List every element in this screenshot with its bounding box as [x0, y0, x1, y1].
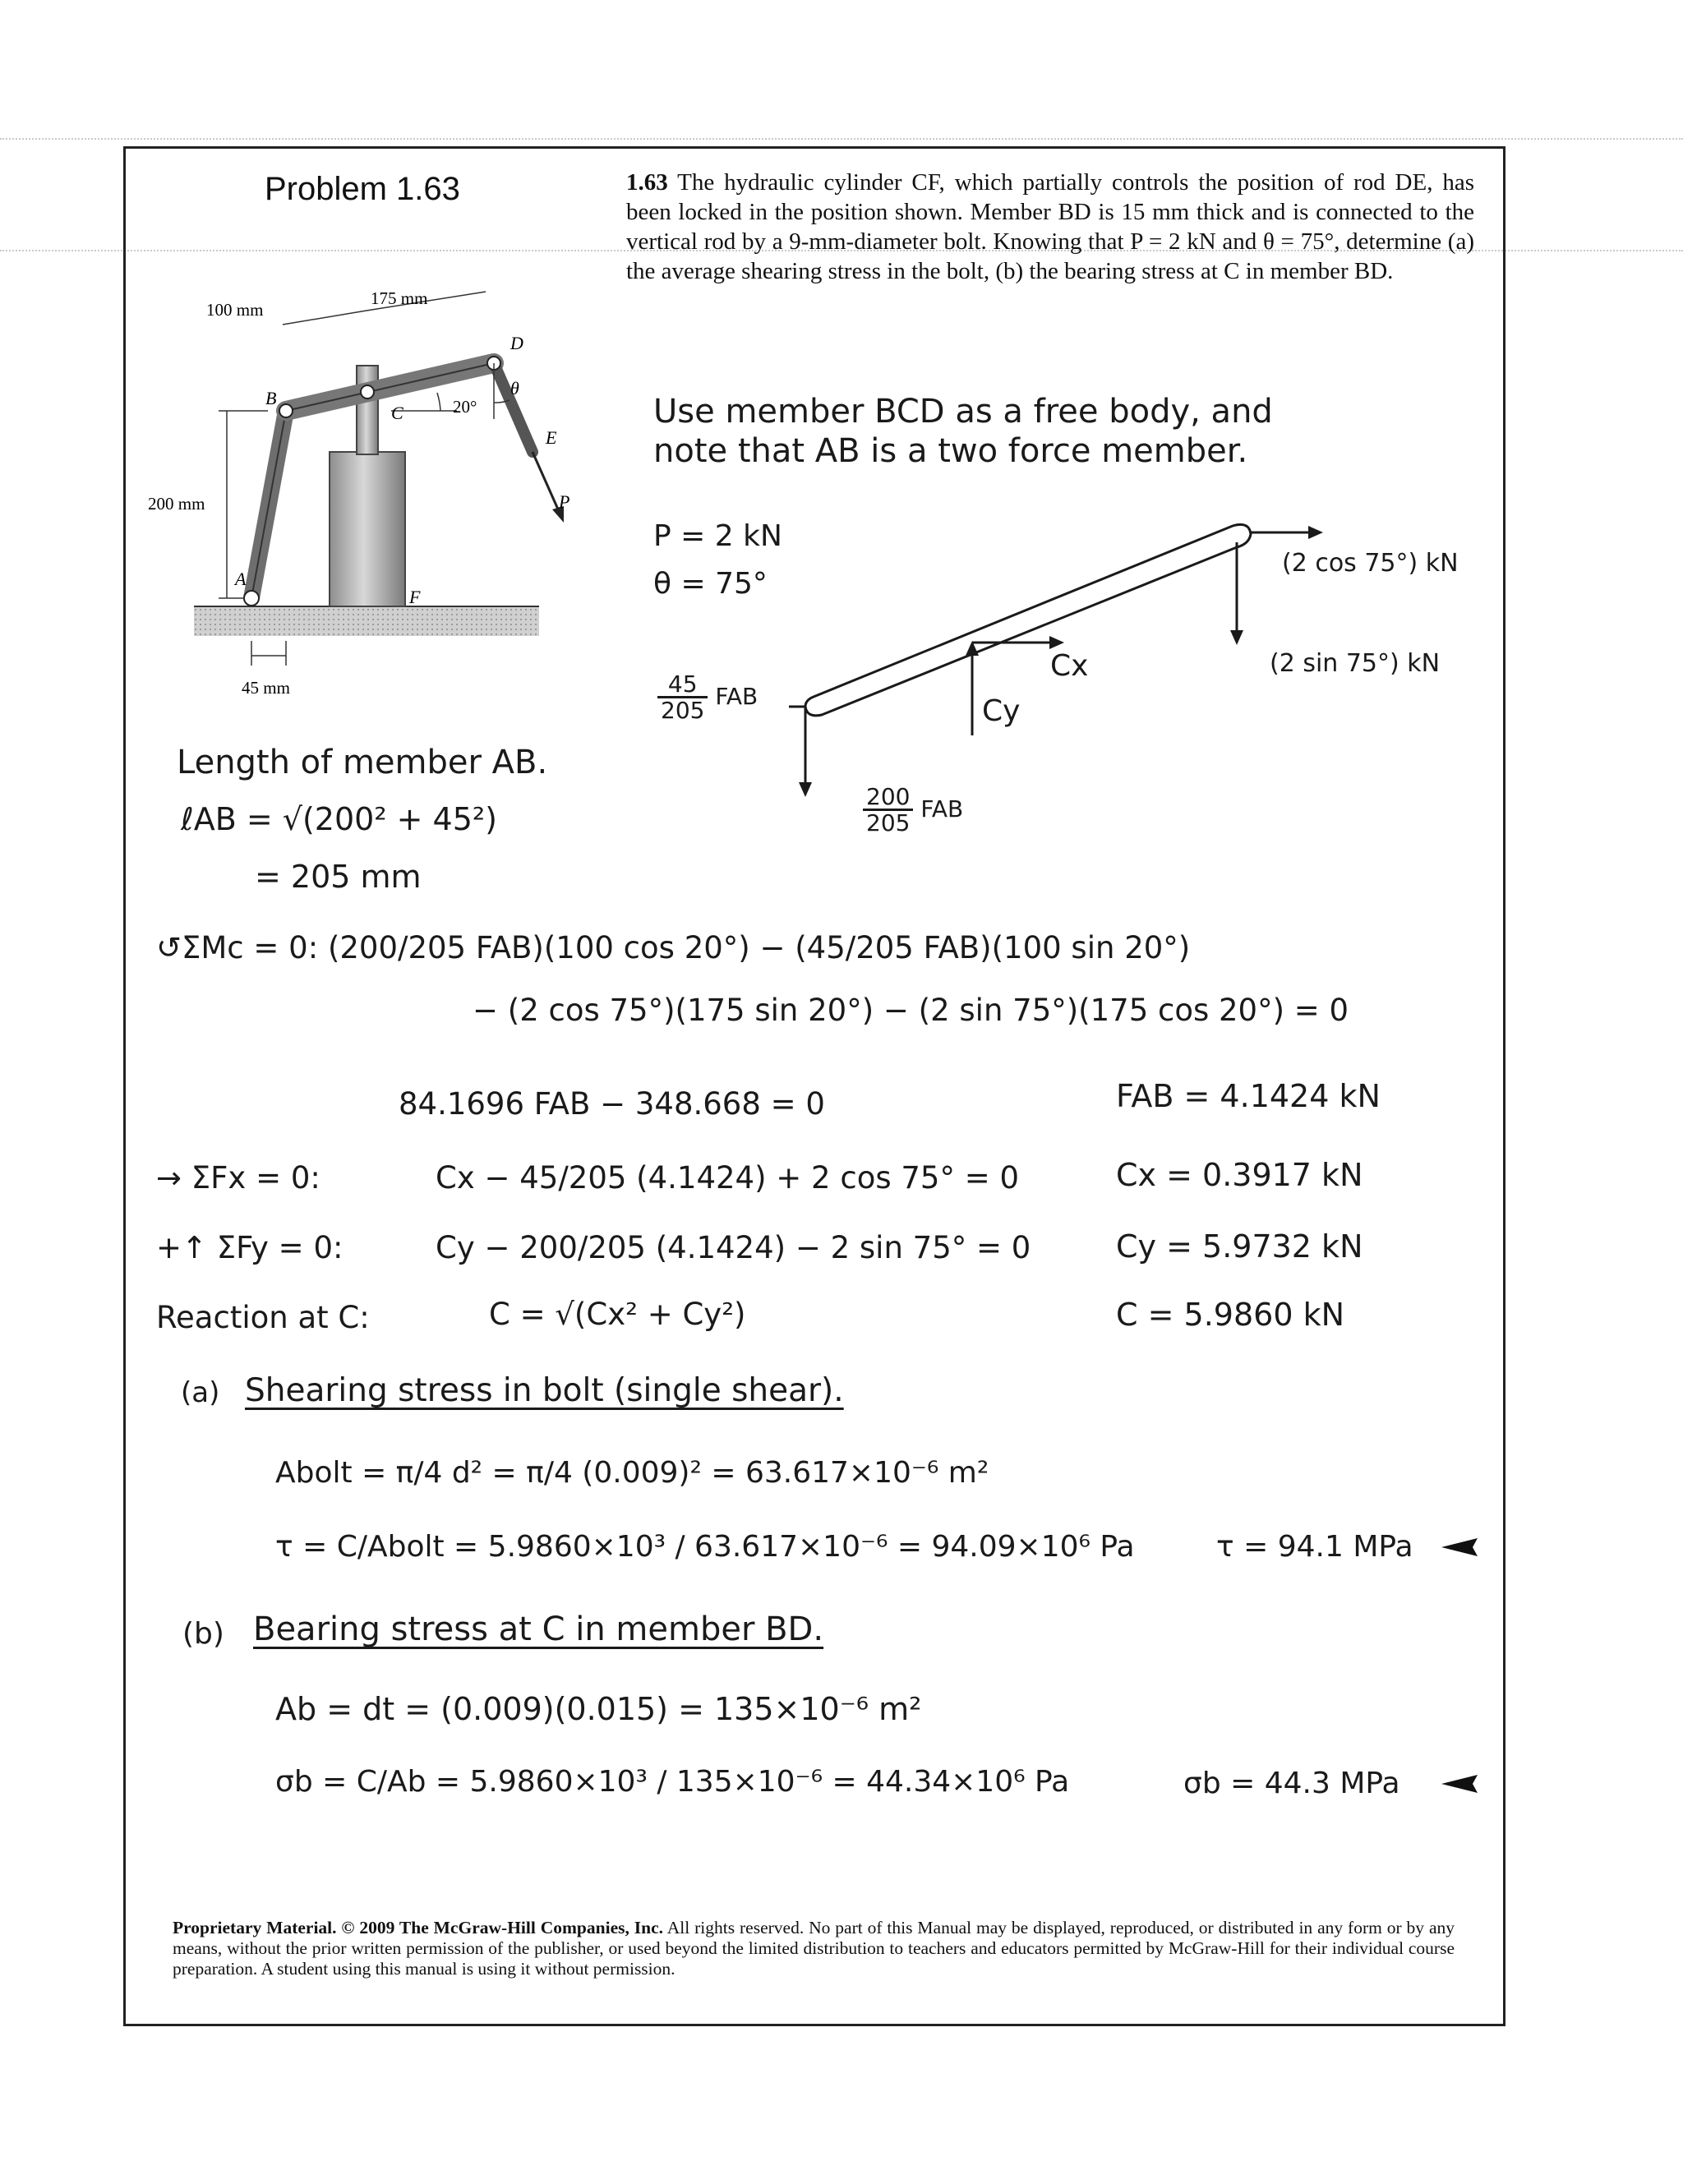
fab-horizontal-label: $\frac{45}{205}$ FAB [657, 672, 758, 723]
sum-fy-label: +↑ ΣFy = 0: [156, 1230, 344, 1265]
tau-result: τ = 94.1 MPa [1216, 1530, 1413, 1564]
reaction-equation: C = √(Cx² + Cy²) [489, 1297, 746, 1332]
copyright-footer [173, 1918, 1455, 1979]
cx-result: Cx = 0.3917 kN [1116, 1157, 1363, 1193]
given-theta: θ = 75° [653, 567, 768, 601]
ground-base [194, 606, 539, 636]
problem-label: Problem 1.63 [265, 171, 460, 207]
answer-marker-b-icon [1440, 1773, 1481, 1795]
angle-20: 20° [453, 397, 477, 417]
label-d: D [510, 333, 523, 353]
part-b-title: Bearing stress at C in member BD. [253, 1610, 824, 1648]
scan-artifact-line [0, 138, 1683, 140]
label-c: C [391, 403, 403, 423]
label-p: P [559, 491, 570, 512]
length-equation: ℓAB = √(200² + 45²) [181, 801, 497, 837]
dim-100: 100 mm [206, 300, 264, 320]
mechanism-figure [145, 288, 605, 707]
fab-result: FAB = 4.1424 kN [1116, 1078, 1381, 1114]
problem-number: 1.63 [626, 169, 668, 196]
problem-statement [626, 168, 1474, 286]
reaction-label: Reaction at C: [156, 1300, 370, 1335]
moment-equation-line-1: ↺ΣMc = 0: (200/205 FAB)(100 cos 20°) − (45/205 FAB)(100 sin 20°) [156, 930, 1191, 965]
statement-text: The hydraulic cylinder CF, which partially controls the position of rod DE, has been locked in the position shown. Member BD is 15 mm thick and is connected to the vertical rod by a 9-mm-diameter bolt. Knowing that P = 2 kN and θ = 75°, determine (a) the average shearing stress in the bolt, (b) the bearing stress at C in member BD. [626, 169, 1474, 284]
abolt-equation: Abolt = π/4 d² = π/4 (0.009)² = 63.617×10⁻⁶ m² [275, 1456, 989, 1490]
load-p-arrow [533, 452, 559, 511]
cx-label: Cx [1050, 649, 1089, 683]
sigma-result: σb = 44.3 MPa [1183, 1767, 1400, 1800]
copyright-text: All rights reserved. No part of this Manual may be displayed, reproduced, or distributed in any form or by any means, without the prior written permission of the publisher, or used beyond the limited distribution to teachers and educators permitted by McGraw-Hill for their individual course preparation. A student using this manual is using it without permission. [173, 1918, 1455, 1979]
solve-line: 84.1696 FAB − 348.668 = 0 [399, 1086, 825, 1122]
sum-fy-equation: Cy − 200/205 (4.1424) − 2 sin 75° = 0 [436, 1230, 1031, 1265]
label-e: E [546, 427, 557, 448]
force-sin-label: (2 sin 75°) kN [1270, 649, 1441, 678]
vertical-rod [357, 366, 378, 454]
intro-line-2: note that AB is a two force member. [653, 432, 1248, 470]
fab-vertical-label: $\frac{200}{205}$ FAB [863, 785, 963, 836]
cy-result: Cy = 5.9732 kN [1116, 1228, 1363, 1265]
tau-equation: τ = C/Abolt = 5.9860×10³ / 63.617×10⁻⁶ = 94.09×10⁶ Pa [275, 1530, 1135, 1564]
given-p: P = 2 kN [653, 519, 782, 553]
part-a-label: (a) [181, 1376, 220, 1409]
force-cos-label: (2 cos 75°) kN [1282, 549, 1459, 578]
part-b-label: (b) [182, 1617, 224, 1651]
theta-label: θ [510, 378, 519, 399]
cy-label: Cy [982, 694, 1021, 728]
moment-equation-line-2: − (2 cos 75°)(175 sin 20°) − (2 sin 75°)(175 cos 20°) = 0 [473, 993, 1349, 1028]
member-bcd-outline [805, 524, 1251, 716]
length-title: Length of member AB. [177, 744, 548, 781]
dim-200: 200 mm [148, 494, 205, 514]
ab-equation: Ab = dt = (0.009)(0.015) = 135×10⁻⁶ m² [275, 1691, 922, 1727]
dim-45: 45 mm [242, 678, 290, 698]
length-result: = 205 mm [255, 859, 422, 895]
sum-fx-equation: Cx − 45/205 (4.1424) + 2 cos 75° = 0 [436, 1160, 1020, 1196]
copyright-lead: Proprietary Material. © 2009 The McGraw-Hill Companies, Inc. [173, 1918, 664, 1937]
sigma-equation: σb = C/Ab = 5.9860×10³ / 135×10⁻⁶ = 44.34×10⁶ Pa [275, 1765, 1070, 1799]
label-f: F [409, 587, 421, 607]
hydraulic-cylinder [330, 452, 405, 606]
label-b: B [265, 388, 277, 408]
c-result: C = 5.9860 kN [1116, 1297, 1345, 1333]
intro-line-1: Use member BCD as a free body, and [653, 393, 1273, 431]
label-a: A [235, 569, 247, 589]
answer-marker-a-icon [1440, 1537, 1481, 1558]
dim-175: 175 mm [371, 288, 428, 308]
part-a-title: Shearing stress in bolt (single shear). [245, 1372, 844, 1409]
rod-de [494, 363, 533, 452]
sum-fx-label: → ΣFx = 0: [156, 1160, 320, 1196]
